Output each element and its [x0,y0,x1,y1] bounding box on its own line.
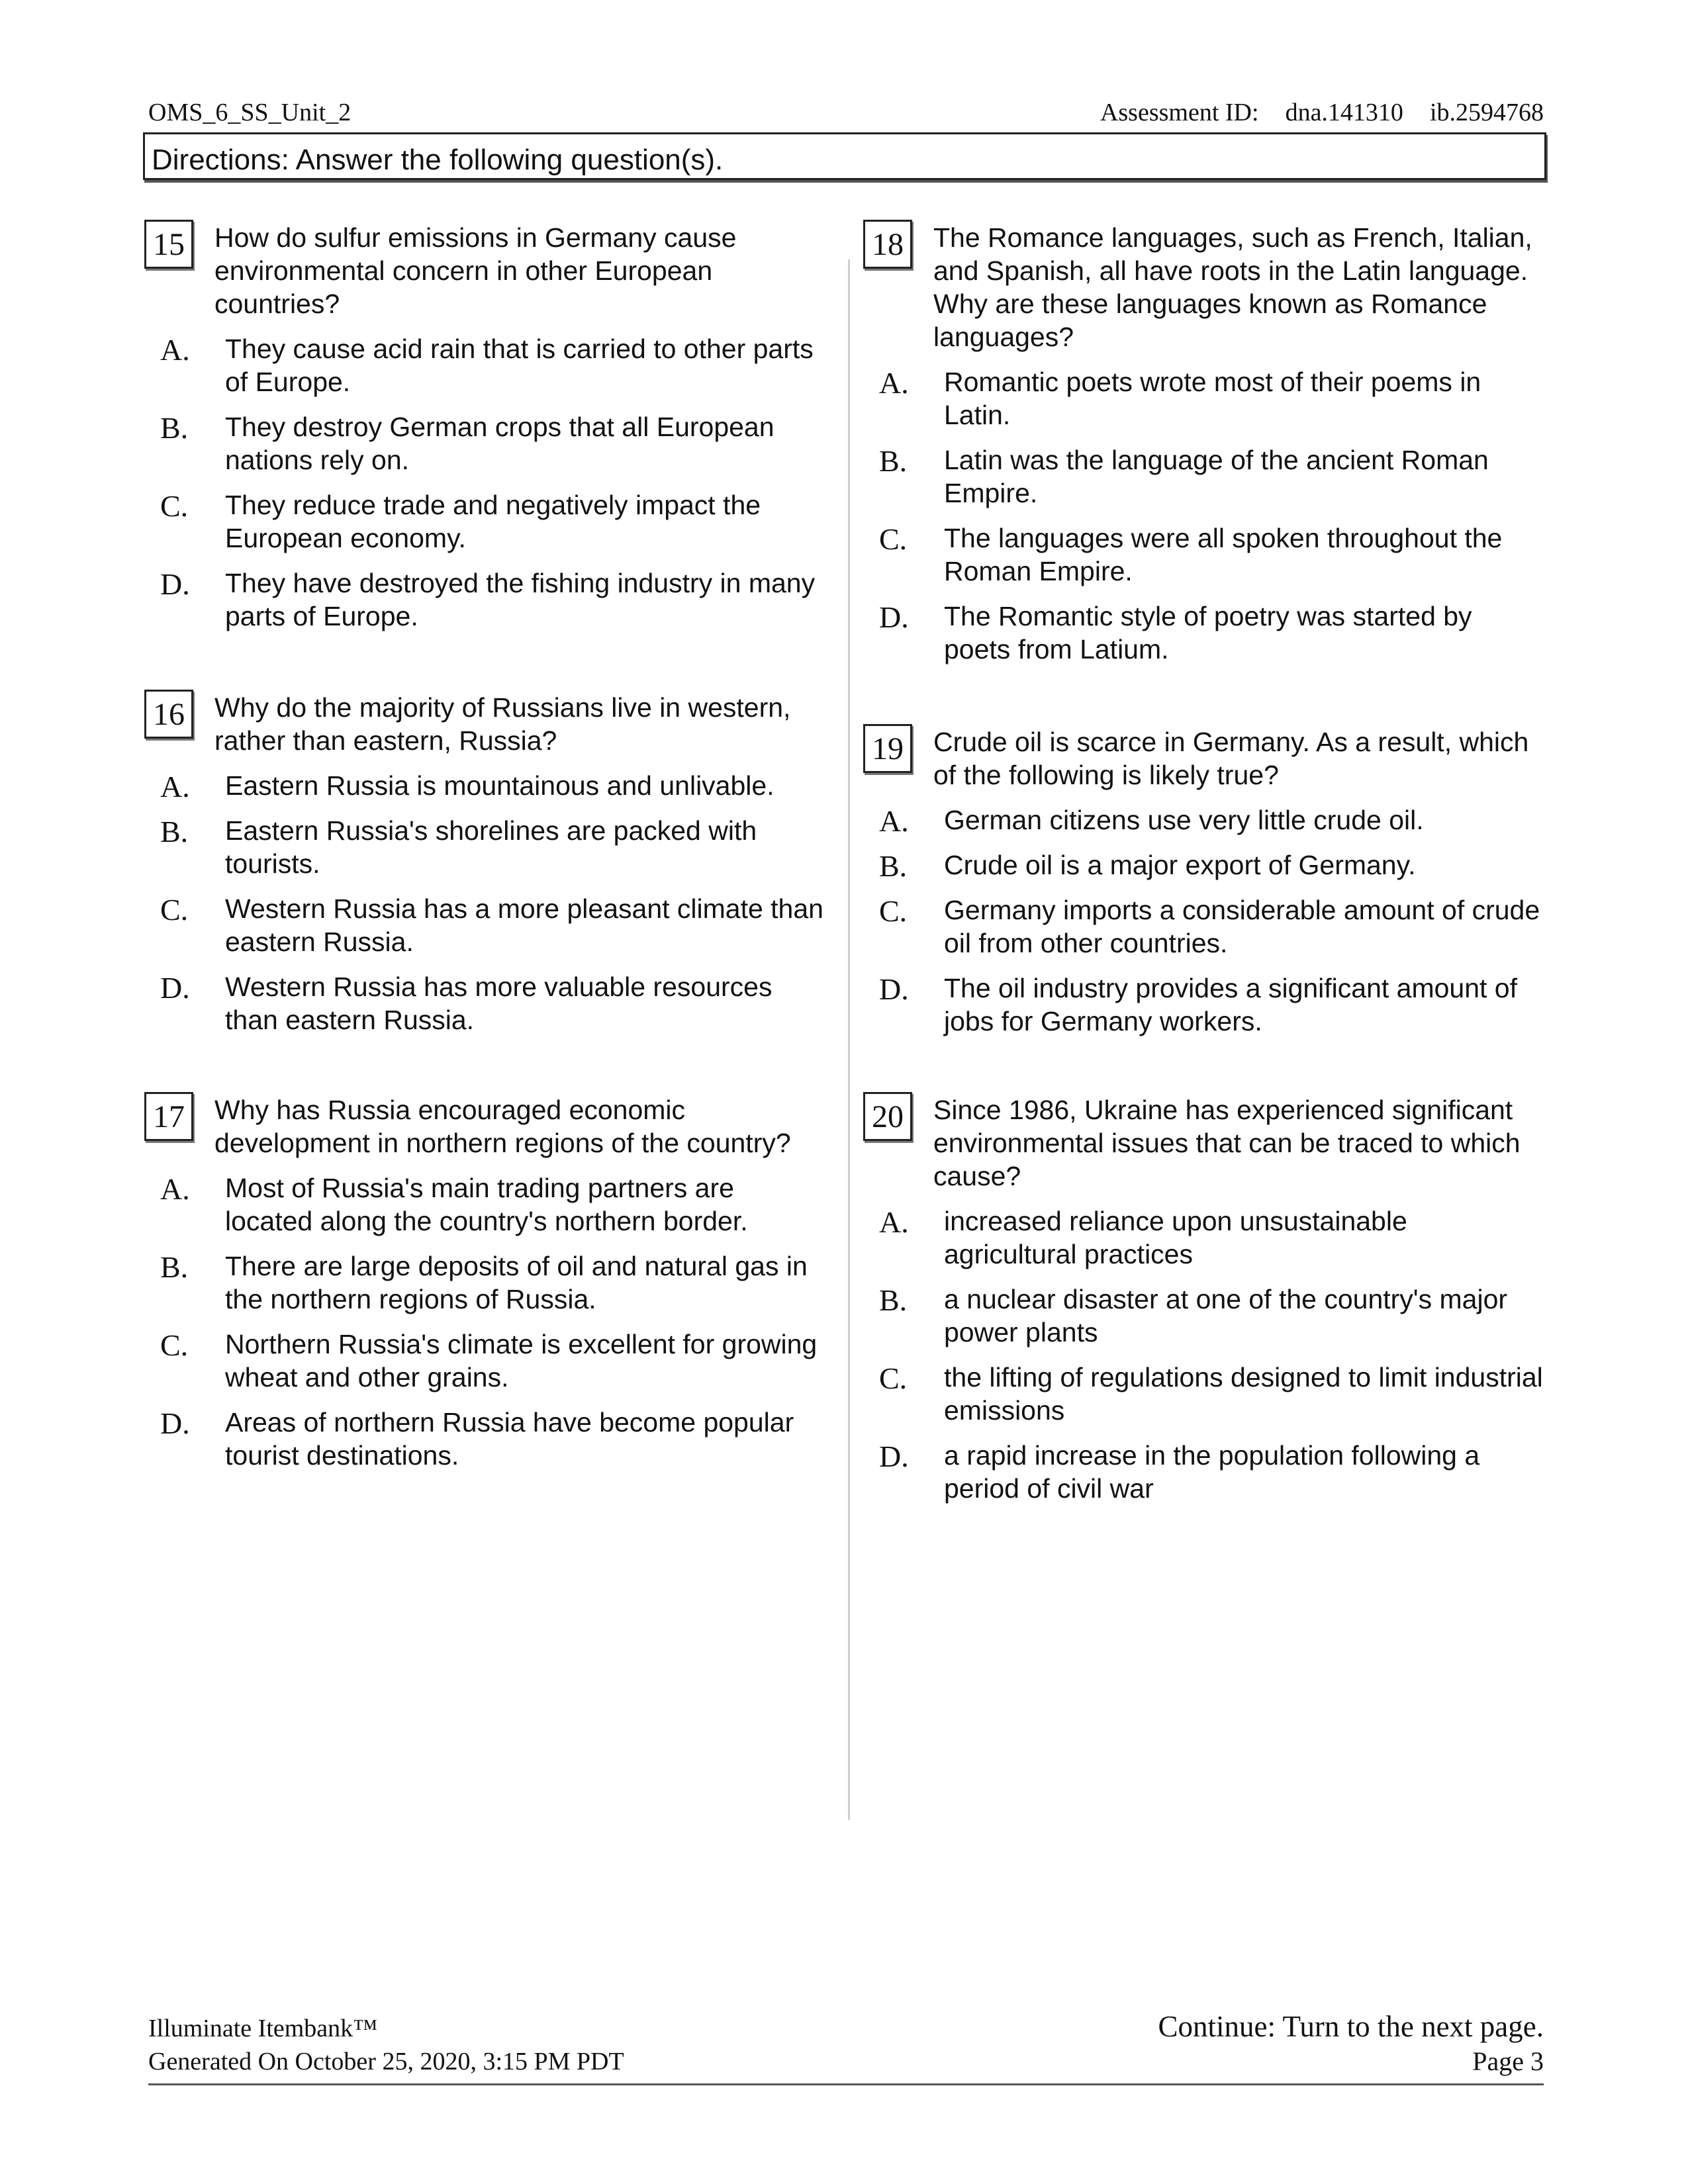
question-16 [144,690,826,1036]
choice-letter: C. [160,489,189,523]
choice-text: They reduce trade and negatively impact the European economy. [225,490,761,553]
choice-letter: D. [160,567,190,601]
choice-letter: B. [879,444,908,478]
choice-d[interactable] [863,600,1545,666]
question-number: 16 [144,690,193,739]
directions-box: Directions: Answer the following question(s). [143,132,1546,180]
choice-c[interactable] [144,1328,826,1394]
choice-text: a rapid increase in the population following a period of civil war [944,1440,1480,1504]
choice-text: The languages were all spoken throughout the Roman Empire. [944,523,1503,586]
choice-letter: D. [879,600,909,634]
question-number: 15 [144,220,193,269]
choice-a[interactable] [863,1205,1545,1271]
choice-a[interactable] [863,365,1545,432]
choice-c[interactable] [863,522,1545,588]
choice-text: Germany imports a considerable amount of crude oil from other countries. [944,895,1540,958]
choice-text: Eastern Russia's shorelines are packed with tourists. [225,815,757,879]
choice-a[interactable] [144,1171,826,1238]
question-stem: Crude oil is scarce in Germany. As a result, which of the following is likely true? [933,727,1529,790]
question-number: 18 [863,220,912,269]
choice-c[interactable] [144,488,826,555]
page-number: Page 3 [1472,2046,1544,2076]
page-footer-right [1158,2008,1544,2078]
choice-letter: D. [160,971,190,1005]
footer-generated-date: Generated On October 25, 2020, 3:15 PM PDT [148,2048,624,2075]
choice-letter: B. [160,815,189,848]
question-number: 20 [863,1092,912,1141]
question-stem: Why has Russia encouraged economic development in northern regions of the country? [214,1095,791,1158]
choice-text: Most of Russia's main trading partners are located along the country's northern border. [225,1173,748,1236]
choice-letter: B. [160,411,189,445]
choice-text: Western Russia has more valuable resources than eastern Russia. [225,972,773,1035]
dna-id: dna.141310 [1285,99,1403,126]
choice-d[interactable] [863,972,1545,1038]
course-title: OMS_6_SS_Unit_2 [148,99,352,126]
choice-letter: B. [879,849,908,883]
choice-letter: B. [160,1250,189,1284]
choice-d[interactable] [144,970,826,1036]
choice-text: The oil industry provides a significant amount of jobs for Germany workers. [944,973,1518,1036]
choice-c[interactable] [144,892,826,958]
choice-text: Latin was the language of the ancient Roman Empire. [944,445,1489,508]
choice-text: Eastern Russia is mountainous and unlivable. [225,770,774,801]
question-17 [144,1092,826,1472]
question-number: 19 [863,724,912,773]
choice-a[interactable] [144,769,826,802]
choice-letter: D. [879,1439,909,1473]
choice-d[interactable] [144,567,826,633]
choice-b[interactable] [144,410,826,477]
question-20 [863,1092,1545,1505]
choice-text: Northern Russia's climate is excellent for growing wheat and other grains. [225,1329,818,1392]
question-stem: Since 1986, Ukraine has experienced significant environmental issues that can be traced to which cause? [933,1095,1521,1191]
choice-b[interactable] [863,1283,1545,1349]
choice-letter: D. [879,972,909,1006]
question-number: 17 [144,1092,193,1141]
choice-letter: A. [879,1205,909,1239]
question-stem: How do sulfur emissions in Germany cause environmental concern in other European countries? [214,222,737,319]
question-stem: The Romance languages, such as French, Italian, and Spanish, all have roots in the Latin language. Why are these languages known as Romance languages? [933,222,1532,352]
choice-letter: A. [160,1172,190,1206]
choice-b[interactable] [144,814,826,880]
choice-letter: A. [879,804,909,838]
choice-c[interactable] [863,893,1545,960]
choice-text: increased reliance upon unsustainable agricultural practices [944,1206,1407,1269]
question-19 [863,724,1545,1038]
choice-c[interactable] [863,1361,1545,1427]
choice-letter: C. [879,894,908,928]
assessment-ids [1074,98,1544,127]
continue-note: Continue: Turn to the next page. [1158,2010,1544,2043]
choice-text: Romantic poets wrote most of their poems in Latin. [944,367,1481,430]
choice-a[interactable] [144,332,826,398]
choice-text: The Romantic style of poetry was started by poets from Latium. [944,601,1472,664]
choice-letter: C. [879,1361,908,1395]
choice-text: Crude oil is a major export of Germany. [944,850,1416,880]
question-stem: Why do the majority of Russians live in western, rather than eastern, Russia? [214,692,791,756]
choice-text: Areas of northern Russia have become popular tourist destinations. [225,1407,794,1471]
choice-text: They destroy German crops that all European nations rely on. [225,412,774,475]
choice-letter: C. [160,893,189,927]
choice-text: They cause acid rain that is carried to other parts of Europe. [225,334,814,397]
choice-b[interactable] [863,443,1545,510]
choice-letter: A. [879,366,909,400]
choice-text: German citizens use very little crude oil. [944,805,1424,835]
choice-text: Western Russia has a more pleasant climate than eastern Russia. [225,893,823,957]
choice-d[interactable] [144,1406,826,1472]
choice-d[interactable] [863,1439,1545,1505]
question-18 [863,220,1545,666]
choice-text: the lifting of regulations designed to limit industrial emissions [944,1362,1543,1426]
question-15 [144,220,826,633]
footer-brand: Illuminate Itembank™ [148,2015,378,2042]
ib-id: ib.2594768 [1429,99,1544,126]
page-footer-left [148,2012,624,2078]
assessment-label: Assessment ID: [1100,99,1259,126]
footer-rule [148,2083,1544,2085]
choice-letter: D. [160,1406,190,1440]
choice-a[interactable] [863,803,1545,837]
choice-text: a nuclear disaster at one of the country's major power plants [944,1284,1508,1347]
choice-letter: A. [160,770,190,803]
choice-text: They have destroyed the fishing industry in many parts of Europe. [225,568,816,631]
choice-text: There are large deposits of oil and natural gas in the northern regions of Russia. [225,1251,808,1314]
choice-letter: C. [879,522,908,556]
choice-letter: C. [160,1328,189,1362]
choice-b[interactable] [863,848,1545,882]
choice-letter: B. [879,1283,908,1317]
column-divider [848,259,850,1820]
choice-letter: A. [160,333,190,367]
choice-b[interactable] [144,1250,826,1316]
